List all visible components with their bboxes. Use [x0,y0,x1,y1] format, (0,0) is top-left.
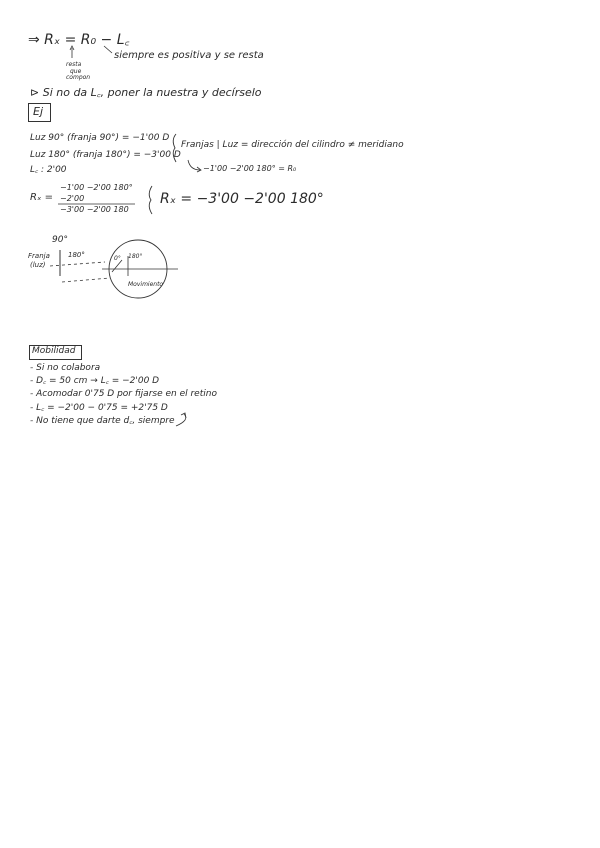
note-below-2: que [70,68,82,75]
diagram-deg0: 0° [114,255,121,262]
sum-row2: −2'00 [60,194,85,203]
motivo-item-1: - Si no colabora [30,363,101,373]
result-brace [149,186,152,214]
ej-label: Ej [33,105,44,118]
dashed-line-bottom [62,278,110,282]
dashed-line-top [50,262,105,266]
motivo-title: Mobilidad [32,346,76,356]
sum-row1: −1'00 −2'00 180° [60,183,133,192]
measure-luz180: Luz 180° (franja 180°) = −3'00 D [30,150,181,160]
motivo-item-5: - No tiene que darte d꜀, siempre [30,416,175,426]
diagram-mov: Movimiento [128,281,164,288]
motivo-item-2: - D꜀ = 50 cm → L꜀ = −2'00 D [30,376,160,386]
sum-label: Rₓ = [30,192,53,203]
diagram-deg180-left: 180° [68,251,85,259]
franjas-note: Franjas | Luz = dirección del cilindro ≠ meridiano [181,140,404,150]
diagram-franja-1: Franja [28,252,50,260]
result-line: Rₓ = −3'00 −2'00 180° [160,191,324,207]
si-no-da-line: ⊳ Si no da L꜀, poner la nuestra y decírselo [30,86,262,99]
sum-row3: −3'00 −2'00 180 [60,205,129,214]
diagram-franja-2: (luz) [30,261,46,269]
note-below-3: compon [66,74,91,81]
diagram [50,240,178,298]
motivo-item-3: - Acomodar 0'75 D por fijarse en el retino [30,389,217,399]
measure-lt: L꜀ : 2'00 [30,165,67,175]
formula-note-right: siempre es positiva y se resta [114,50,264,61]
diagram-deg180-right: 180° [128,253,143,260]
motivo-end-arrow [176,414,186,426]
result-curve-arrow [188,160,200,170]
eye-circle [109,240,167,298]
note-below-1: resta [66,61,82,68]
measure-luz90: Luz 90° (franja 90°) = −1'00 D [30,133,170,143]
formula-lhs: ⇒ Rₓ = R₀ − L꜀ [28,32,130,48]
arrow-result: −1'00 −2'00 180° = R₀ [203,164,297,173]
diagram-deg90: 90° [52,235,68,245]
motivo-item-4: - L꜀ = −2'00 − 0'75 = +2'75 D [30,403,168,413]
